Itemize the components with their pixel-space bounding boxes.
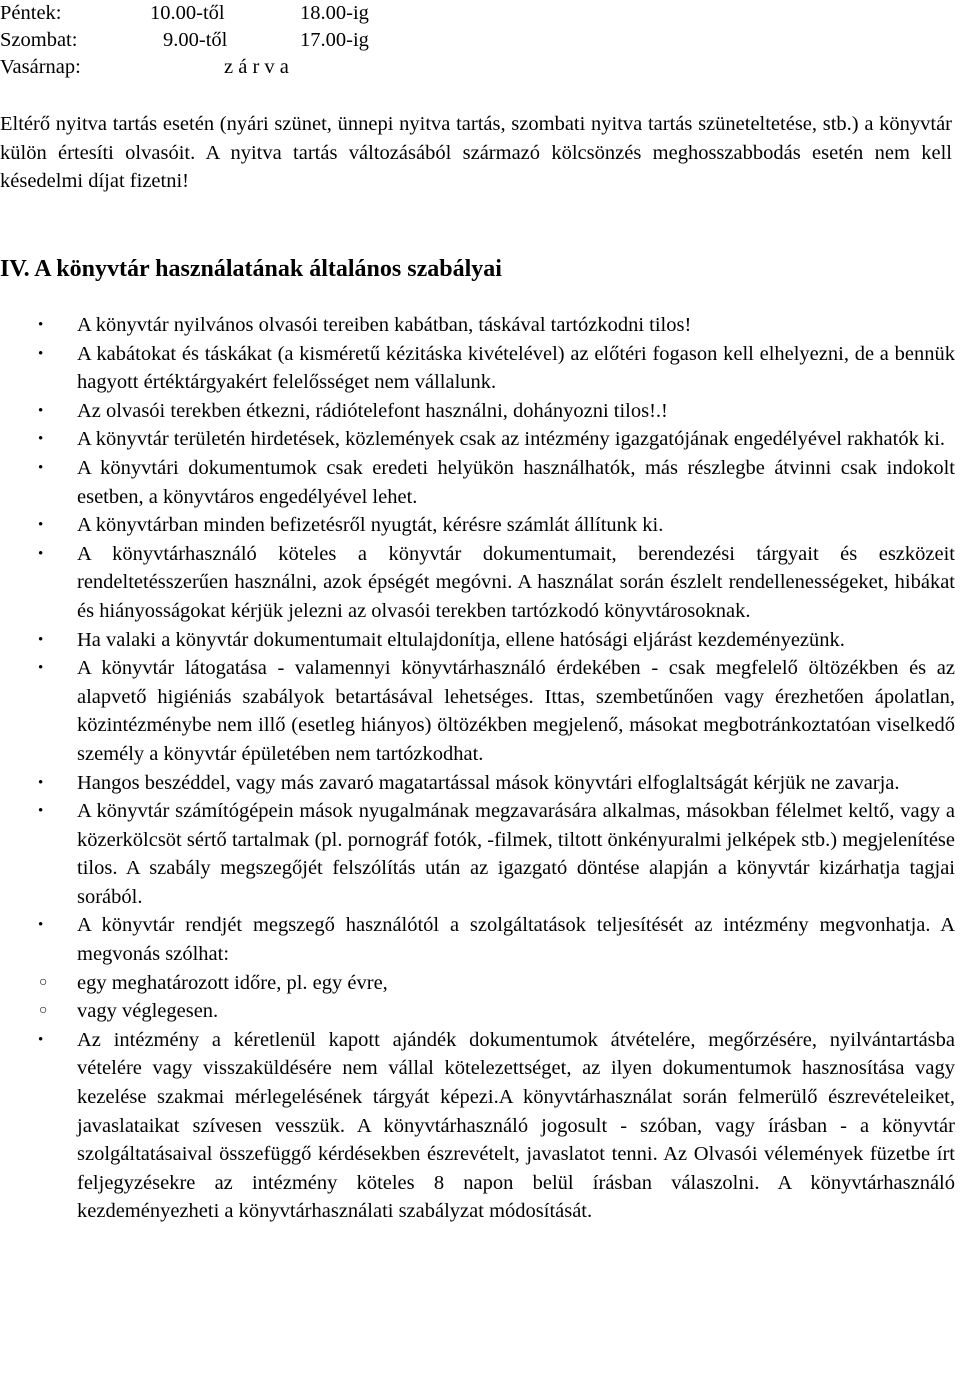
rule-text: Hangos beszéddel, vagy más zavaró magatartással mások könyvtári elfoglaltságát kérjük ne zavarja.: [77, 771, 900, 794]
bullet-icon: •: [38, 917, 44, 934]
rule-item: [0, 626, 955, 655]
bullet-icon: •: [38, 317, 44, 333]
bullet-icon: •: [38, 431, 44, 448]
rule-item: [0, 311, 955, 340]
section-heading: IV. A könyvtár használatának általános szabályai: [0, 256, 502, 282]
rule-item: [0, 540, 955, 626]
bullet-icon: •: [38, 459, 44, 476]
bullet-icon: •: [38, 1031, 44, 1048]
rule-item: [0, 769, 955, 798]
rule-text: A kabátokat és táskákat (a kisméretű kézitáska kivételével) az előtéri fogason kell elhelyezni, de a bennük hagyott értéktárgyakért felelősséget nem vállalunk.: [77, 342, 955, 394]
circle-bullet-icon: ○: [39, 974, 48, 990]
bullet-icon: •: [38, 631, 44, 648]
rule-text: A könyvtár látogatása - valamennyi könyvtárhasználó érdekében - csak megfelelő öltözékben és az alapvető higiéniás szabályok betartásával lehetséges. Ittas, szembetűnően vagy érezhetően ápolatlan, közintézménybe nem illő (esetleg hiányos) öltözékben megjelenő, másokat megbotránkoztatóan viselkedő személy a könyvtár épületében nem tartózkodhat.: [77, 657, 955, 765]
hours-row-friday: [0, 0, 960, 27]
rule-item: [0, 397, 955, 426]
sub-item-text: vagy véglegesen.: [77, 1000, 219, 1023]
bullet-icon: •: [38, 345, 44, 362]
bullet-icon: •: [38, 402, 44, 419]
sub-list-item: [39, 969, 955, 998]
rule-item: [0, 1026, 955, 1226]
rule-text: Ha valaki a könyvtár dokumentumait eltulajdonítja, ellene hatósági eljárást kezdeményezünk.: [77, 628, 845, 651]
hours-to: 18.00-ig: [300, 2, 369, 24]
opening-hours: [0, 0, 960, 81]
circle-bullet-icon: ○: [39, 1003, 48, 1019]
rule-text: Az intézmény a kéretlenül kapott ajándék dokumentumok átvételére, megőrzésére, nyilvántartásba vételére vagy visszaküldésére nem vállal kötelezettséget, az ilyen dokumentumok hasznosítása vagy kezelése szakmai mérlegelésének tárgyát képezi.A könyvtárhasználat során felmerülő észrevételeiket, javaslataikat szívesen vesszük. A könyvtárhasználó jogosult - szóban, vagy írásban - a könyvtár szolgáltatásaival összefüggő kérdésekben észrevételt, javaslatot tenni. Az Olvasói vélemények füzetbe írt feljegyzésekre az intézmény köteles 8 napon belül írásban válaszolni. A könyvtárhasználó kezdeményezheti a könyvtárhasználati szabályzat módosítását.: [77, 1028, 955, 1223]
hours-day: Vasárnap:: [0, 56, 81, 78]
hours-to: 17.00-ig: [300, 29, 369, 51]
rule-item: [0, 797, 955, 911]
hours-day: Szombat:: [0, 29, 78, 51]
hours-from: 10.00-től: [150, 2, 225, 24]
hours-row-sunday: [0, 54, 960, 81]
sub-list-item: [39, 997, 955, 1026]
rules-list: [0, 311, 955, 1226]
rule-item: [0, 425, 955, 454]
rule-text: A könyvtár rendjét megszegő használótól a szolgáltatások teljesítését az intézmény megvonhatja. A megvonás szólhat:: [77, 914, 955, 966]
hours-closed: z á r v a: [224, 56, 289, 78]
bullet-icon: •: [38, 660, 44, 677]
sub-list: [39, 969, 955, 1026]
bullet-icon: •: [38, 803, 44, 820]
bullet-icon: •: [38, 517, 44, 534]
hours-row-saturday: [0, 27, 960, 54]
rule-text: A könyvtári dokumentumok csak eredeti helyükön használhatók, más részlegbe átvinni csak indokolt esetben, a könyvtáros engedélyével lehet.: [77, 456, 955, 508]
rule-item: [0, 340, 955, 397]
rule-item: [0, 454, 955, 511]
rule-text: Az olvasói terekben étkezni, rádiótelefont használni, dohányozni tilos!.!: [77, 399, 668, 422]
rule-text: A könyvtárhasználó köteles a könyvtár dokumentumait, berendezési tárgyait és eszközeit rendeltetésszerűen használni, azok épségét megóvni. A használat során észlelt rendellenességeket, hibákat és hiányosságokat kérjük jelezni az olvasói terekben tartózkodó könyvtárosoknak.: [77, 542, 955, 622]
rule-item: [0, 511, 955, 540]
sub-item-text: egy meghatározott időre, pl. egy évre,: [77, 971, 388, 994]
rule-text: A könyvtárban minden befizetésről nyugtát, kérésre számlát állítunk ki.: [77, 514, 664, 537]
hours-day: Péntek:: [0, 2, 62, 24]
rule-text: A könyvtár területén hirdetések, közlemények csak az intézmény igazgatójának engedélyével rakhatók ki.: [77, 428, 946, 451]
rule-item: [0, 911, 955, 1025]
bullet-icon: •: [38, 545, 44, 562]
rule-item: [0, 654, 955, 768]
rule-text: A könyvtár számítógépein mások nyugalmának megzavarására alkalmas, másokban félelmet keltő, vagy a közerkölcsöt sértő tartalmak (pl. pornográf fotók, -filmek, tiltott önkényuralmi jelképek stb.) megjelenítése tilos. A szabály megszegőjét felszólítás után az igazgató döntése alapján a könyvtár kizárhatja tagjai sorából.: [77, 800, 955, 908]
hours-from: 9.00-től: [163, 29, 228, 51]
bullet-icon: •: [38, 774, 44, 791]
intro-paragraph: Eltérő nyitva tartás esetén (nyári szünet, ünnepi nyitva tartás, szombati nyitva tartás szüneteltetése, stb.) a könyvtár külön értesíti olvasóit. A nyitva tartás változásából származó kölcsönzés meghosszabbodás esetén nem kell késedelmi díjat fizetni!: [0, 113, 952, 193]
rule-text: A könyvtár nyilvános olvasói tereiben kabátban, táskával tartózkodni tilos!: [77, 314, 692, 336]
